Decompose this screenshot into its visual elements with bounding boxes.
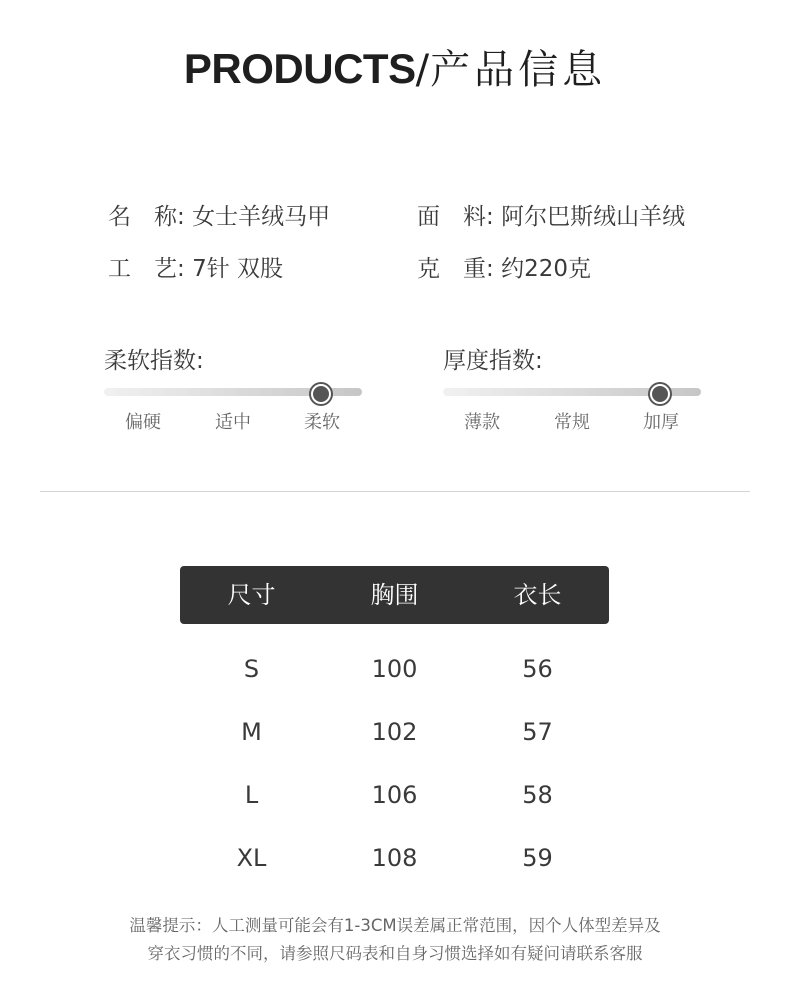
- table-row: [180, 701, 609, 764]
- cell-size: S: [243, 655, 260, 683]
- softness-tick-hard: 偏硬: [125, 412, 161, 433]
- title-separator: /: [415, 47, 431, 93]
- thickness-tick-thick: 加厚: [643, 412, 679, 433]
- title-english: PRODUCTS: [183, 45, 416, 92]
- thickness-label: 厚度指数:: [443, 348, 543, 374]
- cell-length: 58: [522, 781, 553, 809]
- thickness-tick-thin: 薄款: [464, 412, 500, 433]
- table-row: [180, 638, 609, 701]
- header-chest: 胸围: [370, 581, 419, 609]
- note-line-2: 穿衣习惯的不同，请参照尺码表和自身习惯选择如有疑问请联系客服: [147, 944, 643, 963]
- cell-length: 59: [522, 844, 553, 872]
- info-fabric-label: 面 料:: [417, 204, 494, 230]
- info-name: [108, 198, 330, 231]
- cell-chest: 102: [371, 718, 418, 746]
- header-length: 衣长: [513, 581, 562, 609]
- info-craft: [108, 250, 283, 283]
- info-name-label: 名 称:: [108, 204, 185, 230]
- softness-tick-soft: 柔软: [304, 412, 340, 433]
- thickness-tick-regular: 常规: [554, 412, 590, 433]
- cell-length: 57: [522, 718, 553, 746]
- info-craft-value: 7针 双股: [192, 256, 284, 282]
- header-size: 尺寸: [227, 581, 276, 609]
- size-table-header: [180, 566, 609, 624]
- table-row: [180, 764, 609, 827]
- softness-label: 柔软指数:: [104, 348, 204, 374]
- info-fabric-value: 阿尔巴斯绒山羊绒: [501, 204, 686, 230]
- cell-chest: 108: [371, 844, 418, 872]
- info-weight-label: 克 重:: [417, 256, 494, 282]
- section-divider: [40, 491, 750, 492]
- info-craft-label: 工 艺:: [108, 256, 185, 282]
- cell-size: L: [244, 781, 259, 809]
- cell-chest: 106: [371, 781, 418, 809]
- info-name-value: 女士羊绒马甲: [192, 204, 331, 230]
- info-weight: [417, 250, 591, 283]
- softness-tick-medium: 适中: [215, 412, 251, 433]
- cell-size: XL: [236, 844, 267, 872]
- note-line-1: 温馨提示：人工测量可能会有1-3CM误差属正常范围，因个人体型差异及: [129, 916, 661, 935]
- info-fabric: [417, 198, 685, 231]
- thickness-indicator: [650, 384, 670, 404]
- cell-size: M: [241, 718, 262, 746]
- cell-chest: 100: [371, 655, 418, 683]
- table-row: [180, 827, 609, 890]
- info-weight-value: 约220克: [501, 256, 591, 282]
- title-chinese: 产品信息: [430, 47, 607, 93]
- page-title: [0, 38, 790, 95]
- softness-indicator: [311, 384, 331, 404]
- cell-length: 56: [522, 655, 553, 683]
